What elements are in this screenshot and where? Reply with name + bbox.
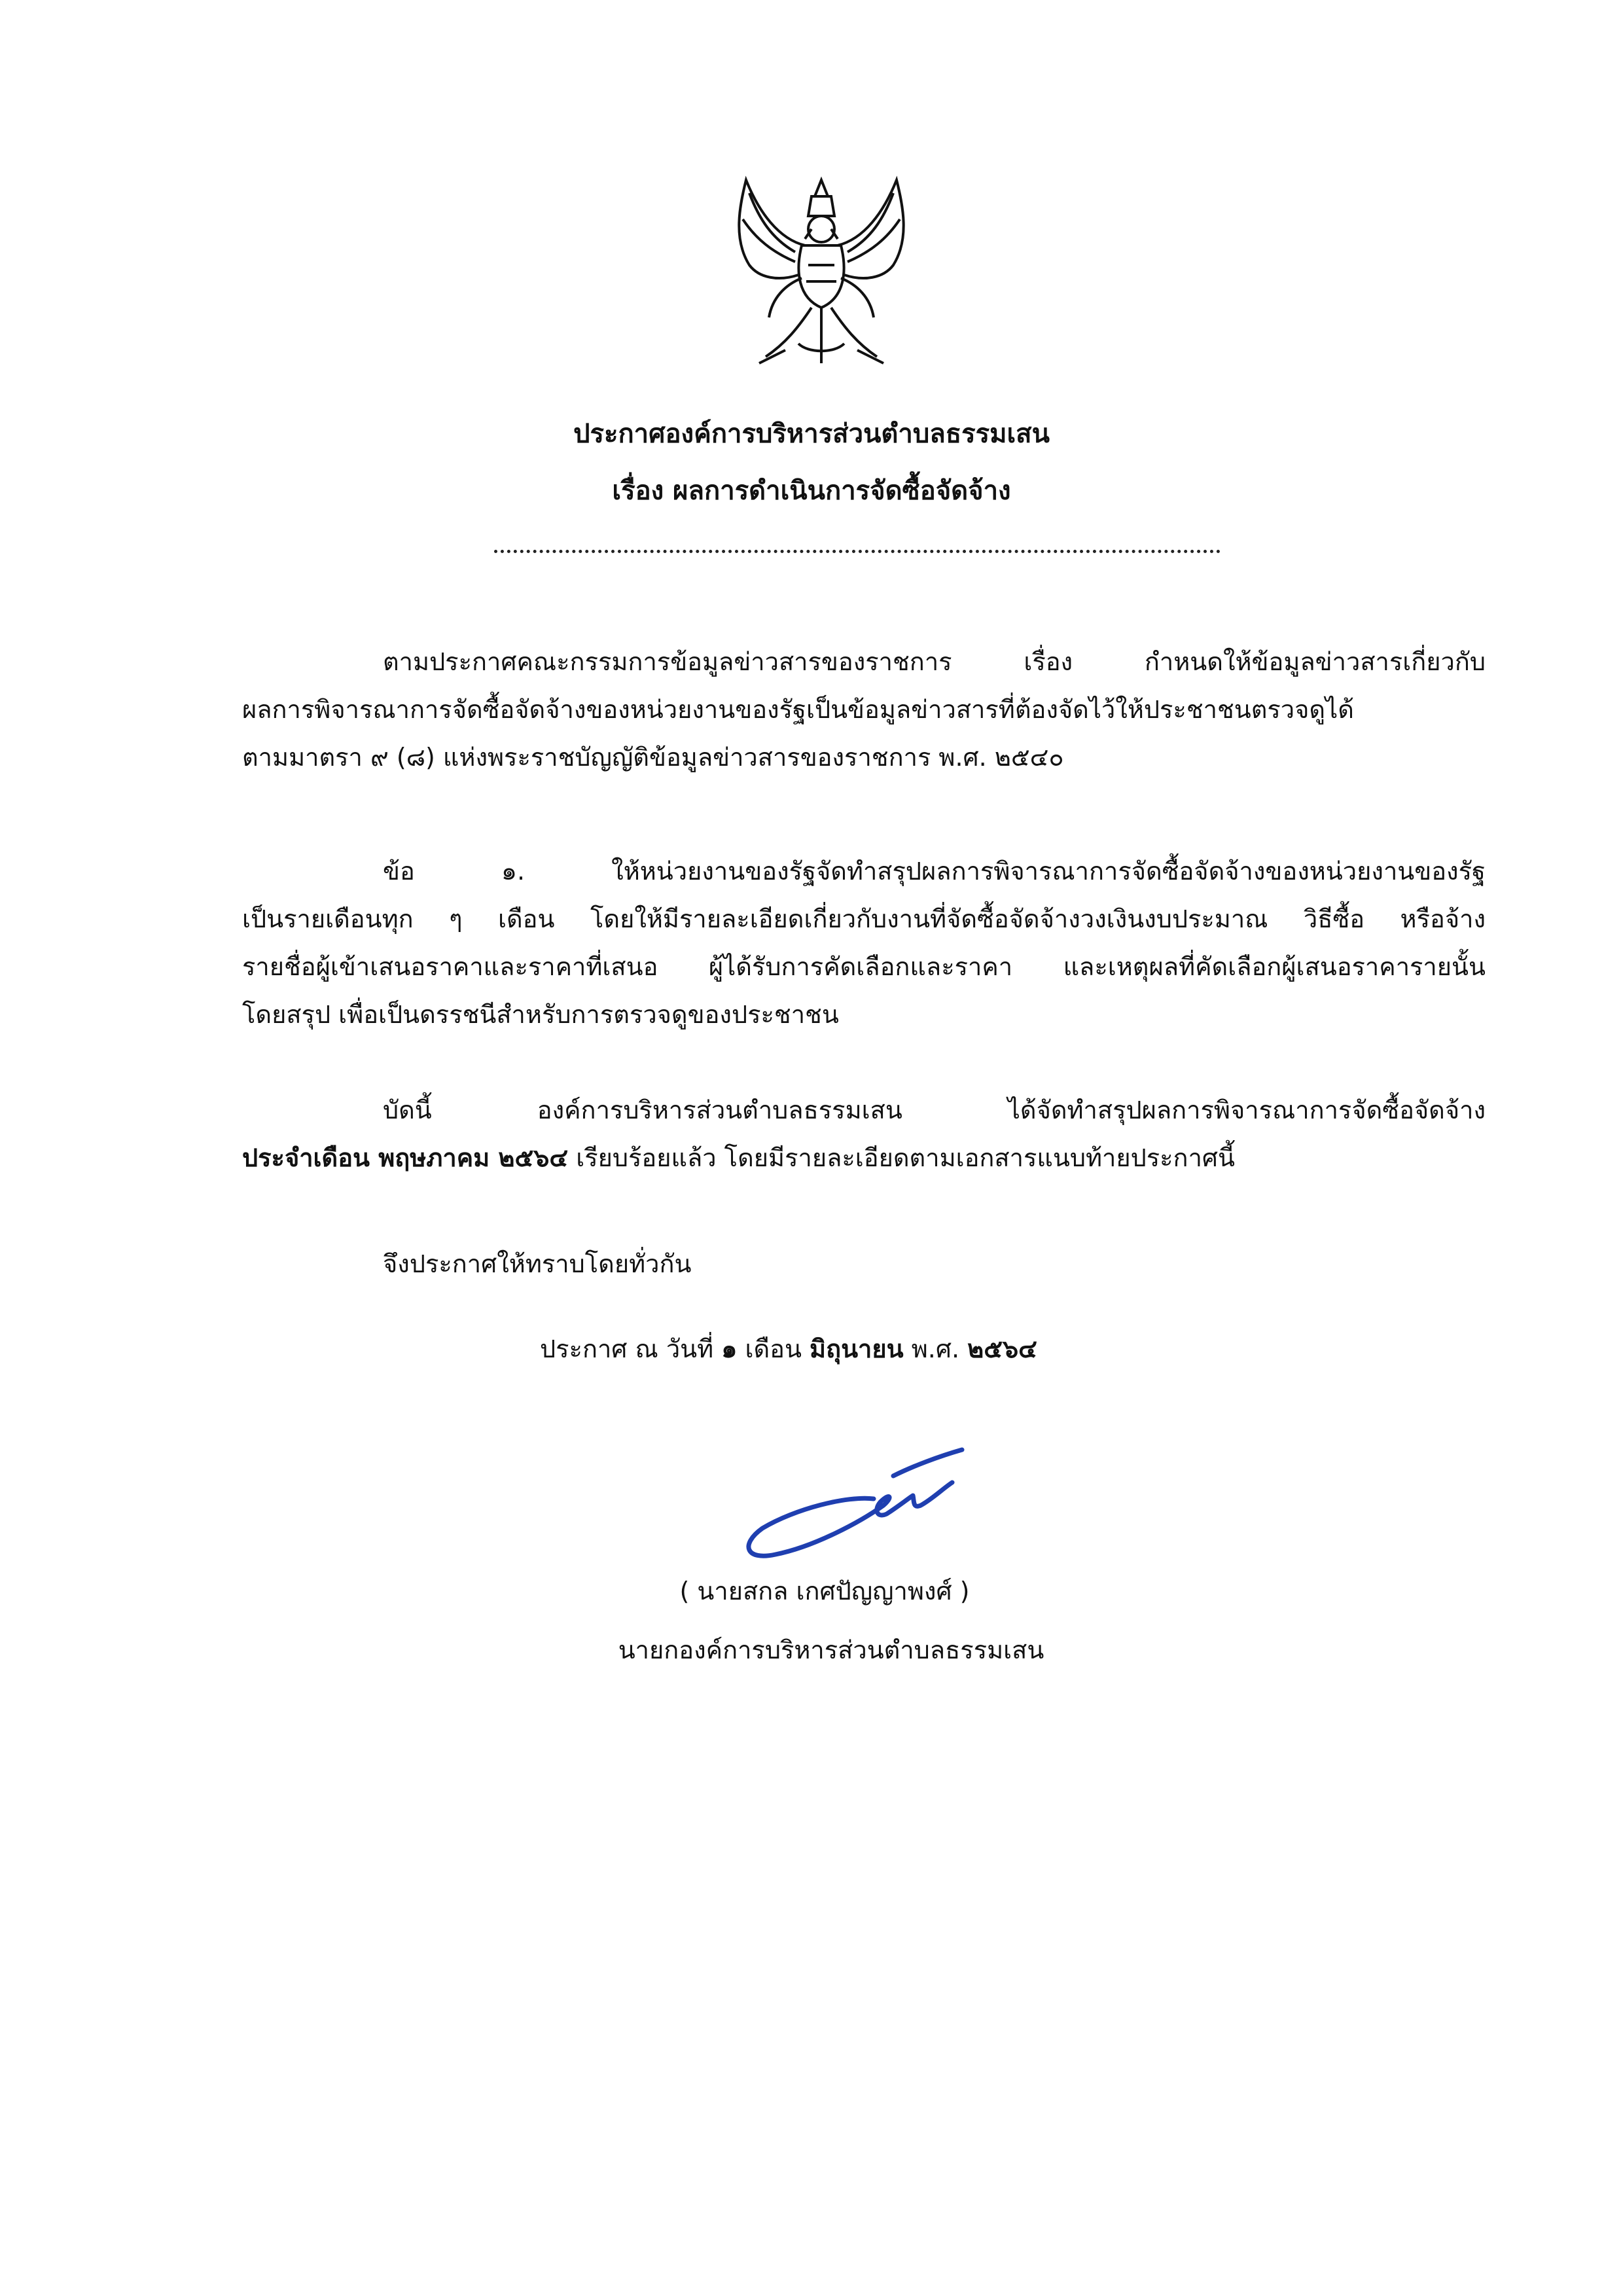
- announcement-subject: เรื่อง ผลการดำเนินการจัดซื้อจัดจ้าง: [612, 476, 1011, 506]
- date-month: มิถุนายน: [810, 1335, 904, 1363]
- report-month: ประจำเดือน พฤษภาคม ๒๕๖๔: [242, 1143, 569, 1172]
- paragraph-3-line-1: บัดนี้ องค์การบริหารส่วนตำบลธรรมเสน ได้จัดทำสรุปผลการพิจารณาการจัดซื้อจัดจ้าง: [383, 1096, 1486, 1124]
- closing-statement: จึงประกาศให้ทราบโดยทั่วกัน: [383, 1249, 692, 1278]
- dotted-divider: [494, 537, 1221, 553]
- paragraph-2-line-3: รายชื่อผู้เข้าเสนอราคาและราคาที่เสนอ ผู้ได้รับการคัดเลือกและราคา และเหตุผลที่คัดเลือกผู้เสนอราคารายนั้น: [242, 952, 1486, 981]
- date-prefix: ประกาศ ณ วันที่: [540, 1335, 722, 1363]
- signer-name: ( นายสกล เกศปัญญาพงศ์ ): [679, 1577, 970, 1605]
- paragraph-2-line-4: โดยสรุป เพื่อเป็นดรรชนีสำหรับการตรวจดูของประชาชน: [242, 1000, 839, 1029]
- paragraph-2-line-2: เป็นรายเดือนทุก ๆ เดือน โดยให้มีรายละเอียดเกี่ยวกับงานที่จัดซื้อจัดจ้างวงเงินงบประมาณ วิธีซื้อ หรือจ้าง: [242, 905, 1486, 933]
- paragraph-1-line-1: ตามประกาศคณะกรรมการข้อมูลข่าวสารของราชการ เรื่อง กำหนดให้ข้อมูลข่าวสารเกี่ยวกับ: [383, 647, 1486, 676]
- paragraph-2-line-1: ข้อ ๑. ให้หน่วยงานของรัฐจัดทำสรุปผลการพิจารณาการจัดซื้อจัดจ้างของหน่วยงานของรัฐ: [383, 857, 1486, 886]
- paragraph-3-line-2: เรียบร้อยแล้ว โดยมีรายละเอียดตามเอกสารแนบท้ายประกาศนี้: [568, 1143, 1235, 1172]
- signer-title: นายกองค์การบริหารส่วนตำบลธรรมเสน: [618, 1636, 1044, 1664]
- date-year: ๒๕๖๔: [967, 1335, 1037, 1363]
- paragraph-1: [242, 638, 1486, 781]
- paragraph-1-line-3: ตามมาตรา ๙ (๘) แห่งพระราชบัญญัติข้อมูลข่าวสารของราชการ พ.ศ. ๒๕๔๐: [242, 743, 1064, 772]
- date-year-label: พ.ศ.: [903, 1335, 968, 1363]
- date-month-label: เดือน: [737, 1335, 810, 1363]
- date-day: ๑: [721, 1335, 738, 1363]
- paragraph-4: [242, 1240, 1486, 1288]
- paragraph-1-line-2: ผลการพิจารณาการจัดซื้อจัดจ้างของหน่วยงานของรัฐเป็นข้อมูลข่าวสารที่ต้องจัดไว้ให้ประชาชนตรวจดูได้: [242, 695, 1354, 724]
- date-line: [540, 1325, 1391, 1373]
- announcement-title: ประกาศองค์การบริหารส่วนตำบลธรรมเสน: [573, 419, 1050, 449]
- paragraph-3: [242, 1086, 1486, 1182]
- paragraph-2: [242, 848, 1486, 1039]
- garuda-emblem-icon: [720, 167, 923, 376]
- handwritten-signature-icon: [736, 1437, 1024, 1574]
